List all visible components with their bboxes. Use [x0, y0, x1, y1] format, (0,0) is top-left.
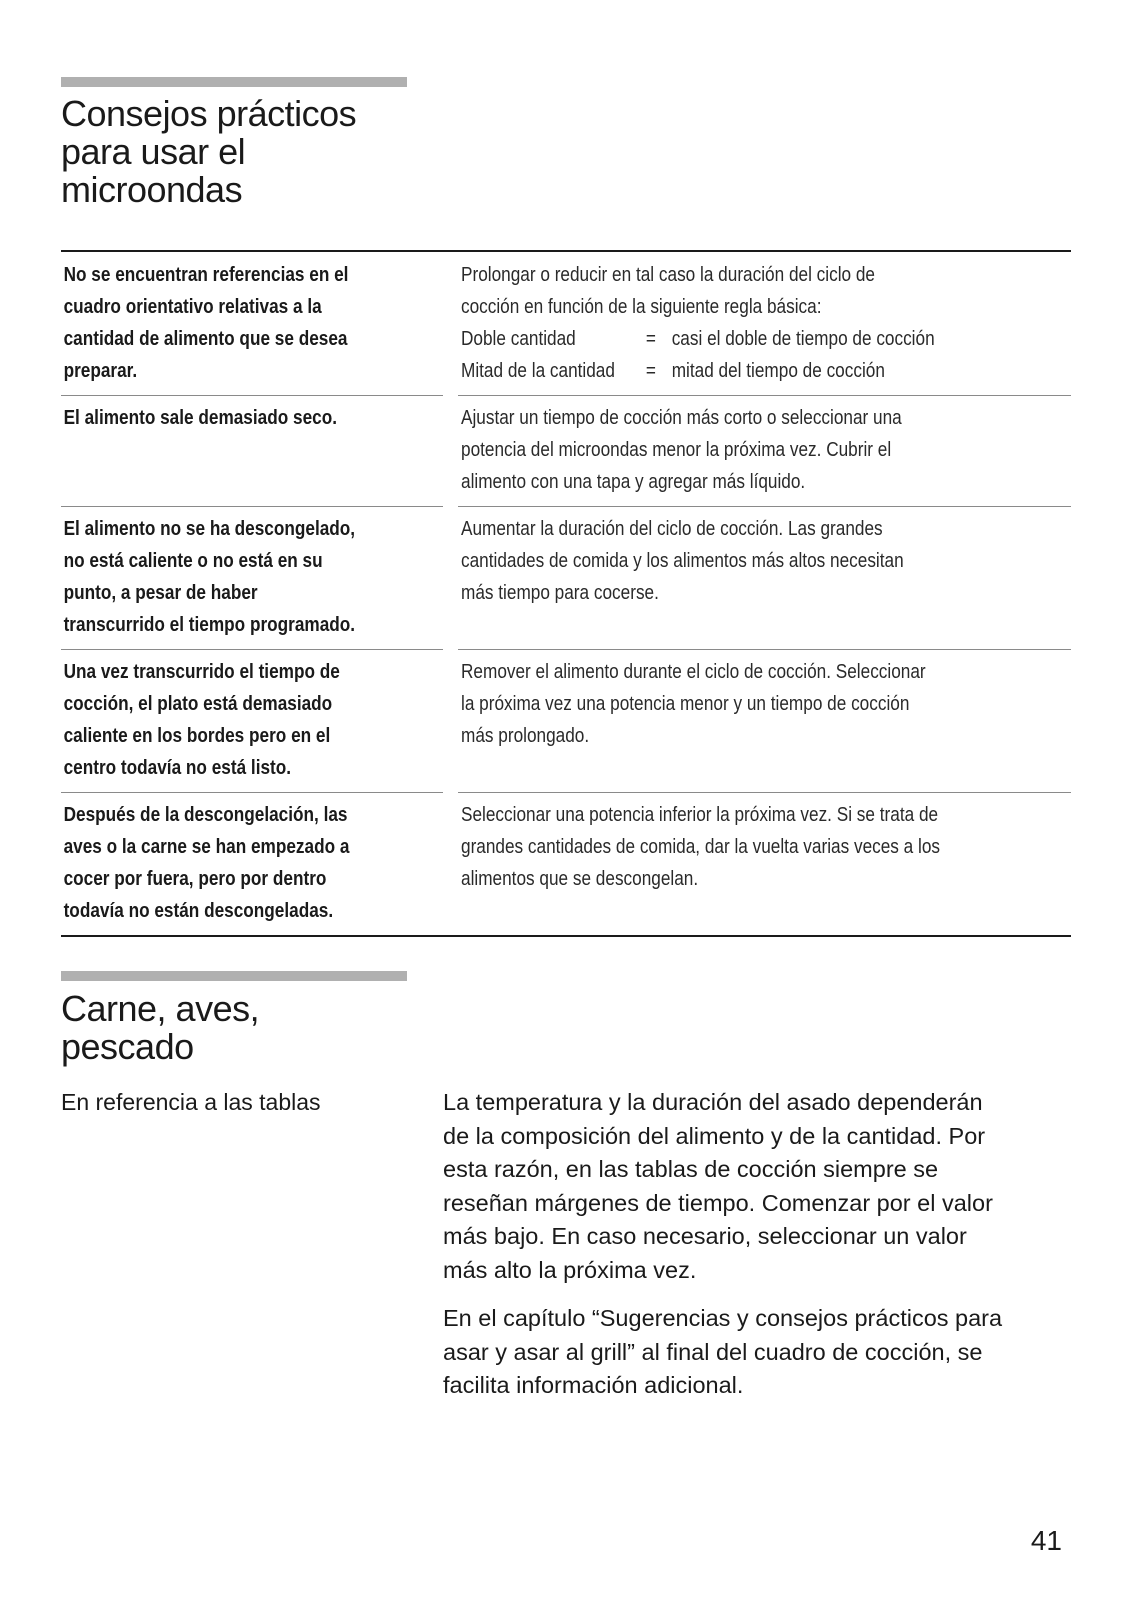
problem-line: cocer por fuera, pero por dentro: [63, 868, 327, 890]
tip-row: [61, 252, 1071, 395]
problem-line: cuadro orientativo relativas a la: [63, 296, 322, 318]
problem-line: Después de la descongelación, las: [63, 804, 348, 826]
tip-problem: [61, 649, 392, 792]
problem-line: punto, a pesar de haber: [63, 582, 258, 604]
section-bar: [61, 77, 407, 87]
solution-line: cocción en función de la siguiente regla básica:: [461, 296, 822, 318]
problem-line: No se encuentran referencias en el: [63, 264, 349, 286]
rule-line: [461, 355, 986, 387]
rule-right: mitad del tiempo de cocción: [671, 360, 885, 382]
tip-problem: [61, 395, 392, 506]
problem-line: centro todavía no está listo.: [63, 757, 292, 779]
solution-line: Prolongar o reducir en tal caso la duración del ciclo de: [461, 264, 875, 286]
solution-line: Aumentar la duración del ciclo de cocción. Las grandes: [461, 518, 883, 540]
paragraph-line: esta razón, en las tablas de cocción siempre se: [443, 1156, 939, 1182]
tips-table: [61, 250, 1071, 937]
solution-line: más prolongado.: [461, 725, 590, 747]
tip-solution: [446, 395, 1071, 506]
paragraph-line: facilita información adicional.: [443, 1372, 744, 1398]
tip-solution: [446, 506, 1071, 649]
paragraph-line: La temperatura y la duración del asado dependerán: [443, 1089, 983, 1115]
section-bar: [61, 971, 407, 981]
rule-left: Doble cantidad: [461, 328, 576, 350]
paragraph: [443, 1302, 1083, 1403]
solution-line: Ajustar un tiempo de cocción más corto o seleccionar una: [461, 407, 902, 429]
tip-row: [61, 792, 1071, 935]
rule-left: Mitad de la cantidad: [461, 360, 615, 382]
title-line: microondas: [61, 169, 243, 210]
title-line: para usar el: [61, 131, 246, 172]
tip-problem: [61, 252, 392, 395]
rule-equals: =: [645, 360, 656, 382]
body-text: [443, 1086, 1083, 1418]
tip-solution: [446, 792, 1071, 935]
paragraph: [443, 1086, 1083, 1287]
title-line: Consejos prácticos: [61, 93, 357, 134]
problem-line: todavía no están descongeladas.: [63, 900, 334, 922]
solution-line: más tiempo para cocerse.: [461, 582, 659, 604]
paragraph-line: más bajo. En caso necesario, seleccionar un valor: [443, 1223, 967, 1249]
paragraph-line: de la composición del alimento y de la cantidad. Por: [443, 1122, 986, 1149]
solution-line: alimentos que se descongelan.: [461, 868, 699, 890]
subheading-tablas: En referencia a las tablas: [61, 1089, 321, 1115]
tip-problem: [61, 792, 392, 935]
problem-line: El alimento sale demasiado seco.: [63, 407, 337, 429]
rule-line: [461, 323, 986, 355]
solution-line: potencia del microondas menor la próxima vez. Cubrir el: [461, 439, 892, 461]
problem-line: preparar.: [63, 360, 138, 382]
problem-line: El alimento no se ha descongelado,: [63, 518, 356, 540]
solution-line: Remover el alimento durante el ciclo de cocción. Seleccionar: [461, 661, 926, 683]
problem-line: caliente en los bordes pero en el: [63, 725, 331, 747]
problem-line: cantidad de alimento que se desea: [63, 328, 348, 350]
rule-right: casi el doble de tiempo de cocción: [671, 328, 935, 350]
paragraph-line: más alto la próxima vez.: [443, 1256, 697, 1283]
tip-solution: [446, 649, 1071, 792]
solution-line: Seleccionar una potencia inferior la próxima vez. Si se trata de: [461, 804, 939, 826]
solution-line: cantidades de comida y los alimentos más altos necesitan: [461, 550, 904, 572]
tip-row: [61, 506, 1071, 649]
title-line: pescado: [61, 1026, 194, 1067]
problem-line: no está caliente o no está en su: [63, 550, 323, 572]
tip-row: [61, 649, 1071, 792]
solution-line: grandes cantidades de comida, dar la vuelta varias veces a los: [461, 836, 941, 858]
tip-row: [61, 395, 1071, 506]
problem-line: Una vez transcurrido el tiempo de: [63, 661, 340, 683]
paragraph-line: asar y asar al grill” al final del cuadro de cocción, se: [443, 1338, 983, 1365]
section-title-carne: [61, 990, 259, 1066]
problem-line: cocción, el plato está demasiado: [63, 693, 333, 715]
rule-equals: =: [645, 328, 656, 350]
section-title-consejos: [61, 95, 356, 209]
problem-line: transcurrido el tiempo programado.: [63, 614, 356, 636]
title-line: Carne, aves,: [61, 988, 260, 1029]
problem-line: aves o la carne se han empezado a: [63, 836, 350, 858]
solution-line: la próxima vez una potencia menor y un tiempo de cocción: [461, 693, 910, 715]
tip-solution: [446, 252, 1071, 395]
solution-line: alimento con una tapa y agregar más líquido.: [461, 471, 806, 493]
paragraph-line: reseñan márgenes de tiempo. Comenzar por el valor: [443, 1189, 993, 1216]
tip-problem: [61, 506, 392, 649]
paragraph-line: En el capítulo “Sugerencias y consejos prácticos para: [443, 1305, 1003, 1331]
page-number: 41: [1030, 1525, 1062, 1556]
